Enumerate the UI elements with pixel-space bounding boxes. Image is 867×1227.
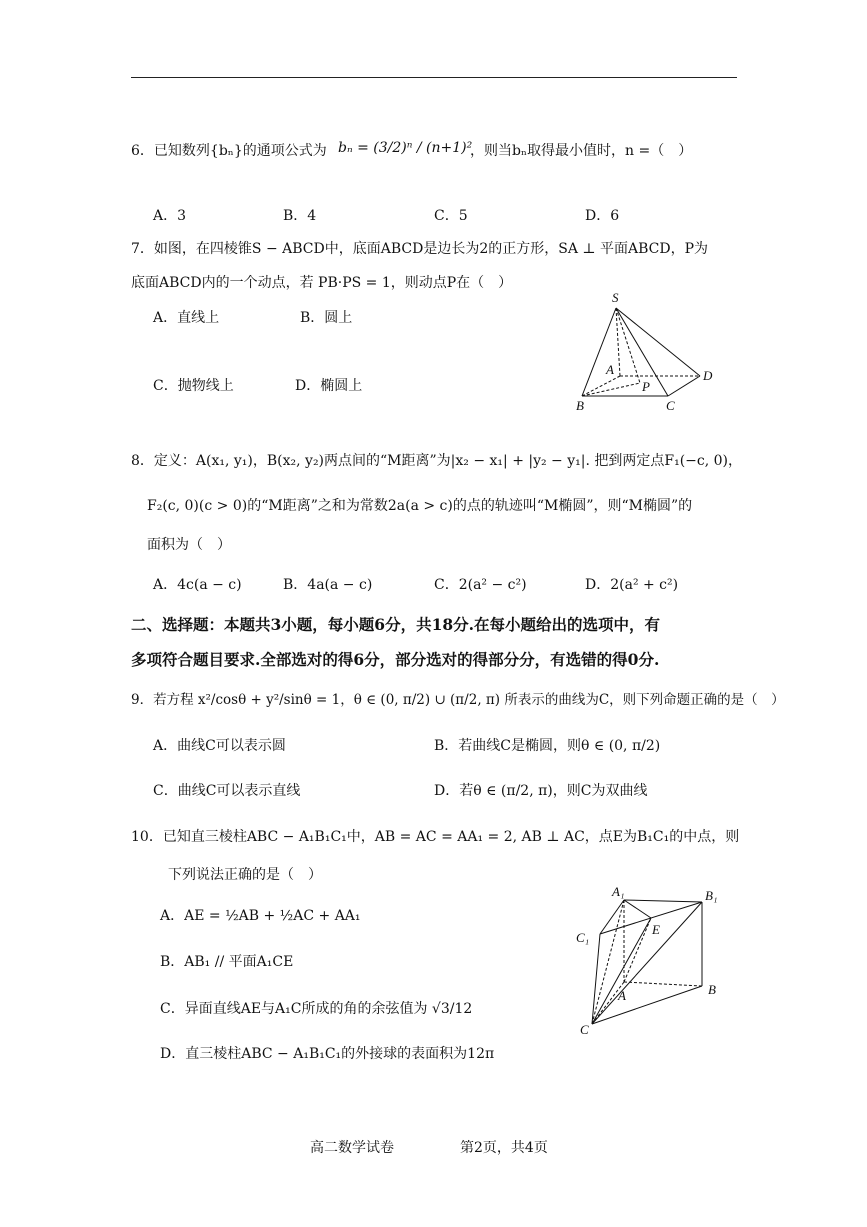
q7-label-c: C — [666, 398, 675, 413]
q8-option-c: C．2(a² − c²) — [434, 577, 527, 593]
q7-stem-line1: 7．如图，在四棱锥S − ABCD中，底面ABCD是边长为2的正方形，SA ⊥ 平面ABCD，P为 — [131, 241, 709, 257]
footer-page-number: 第2页，共4页 — [460, 1140, 548, 1156]
q8-option-d: D．2(a² + c²) — [585, 577, 679, 593]
q10-stem-line2: 下列说法正确的是（ ） — [168, 867, 322, 883]
footer-title: 高二数学试卷 — [310, 1140, 394, 1156]
q10-stem-line1: 10．已知直三棱柱ABC − A₁B₁C₁中，AB = AC = AA₁ = 2, AB ⊥ AC，点E为B₁C₁的中点，则 — [131, 829, 740, 845]
q8-option-b: B．4a(a − c) — [283, 577, 373, 593]
q8-line3: 面积为（ ） — [147, 537, 231, 553]
q6-option-a: A．3 — [153, 208, 187, 224]
header-rule — [131, 77, 737, 78]
q8-line1: 8．定义：A(x₁, y₁)，B(x₂, y₂)两点间的“M距离”为|x₂ − x₁| + |y₂ − y₁|. 把到两定点F₁(−c, 0)， — [131, 453, 743, 469]
q9-option-a: A．曲线C可以表示圆 — [153, 738, 286, 754]
q10-label-c1: C₁ — [576, 930, 590, 945]
section2-heading-line2: 多项符合题目要求.全部选对的得6分，部分选对的得部分分，有选错的得0分. — [131, 650, 660, 669]
q10-prism-figure — [572, 882, 732, 1042]
q7-option-b: B．圆上 — [300, 310, 353, 326]
q10-label-b1: B₁ — [705, 888, 718, 903]
q9-option-b: B．若曲线C是椭圆，则θ ∈ (0, π/2) — [434, 738, 661, 754]
q10-option-c: C．异面直线AE与A₁C所成的角的余弦值为 √3/12 — [160, 1001, 473, 1017]
q10-option-d: D．直三棱柱ABC − A₁B₁C₁的外接球的表面积为12π — [160, 1046, 495, 1062]
q7-pyramid-figure — [570, 288, 730, 416]
q8-option-a: A．4c(a − c) — [153, 577, 242, 593]
q7-label-p: P — [642, 379, 650, 394]
q6-stem-suffix: ，则当bₙ取得最小值时，n =（ ） — [470, 143, 693, 159]
q10-label-e: E — [652, 922, 660, 937]
q7-stem-line2: 底面ABCD内的一个动点，若 PB·PS = 1，则动点P在（ ） — [131, 275, 513, 291]
q6-option-b: B．4 — [283, 208, 317, 224]
q9-stem: 9．若方程 x²/cosθ + y²/sinθ = 1，θ ∈ (0, π/2) ∪ (π/2, π) 所表示的曲线为C，则下列命题正确的是（ ） — [131, 692, 785, 708]
q8-line2: F₂(c, 0)(c > 0)的“M距离”之和为常数2a(a > c)的点的轨迹叫“M椭圆”，则“M椭圆”的 — [147, 498, 693, 514]
q7-option-a: A．直线上 — [153, 310, 220, 326]
q7-label-s: S — [612, 290, 619, 305]
q10-label-c: C — [580, 1022, 589, 1037]
q10-option-a: A．AE = ½AB + ½AC + AA₁ — [160, 908, 361, 924]
q6-option-c: C．5 — [434, 208, 468, 224]
q7-label-a: A — [606, 362, 614, 377]
q6-option-d: D．6 — [585, 208, 620, 224]
q7-label-d: D — [703, 368, 713, 383]
q7-option-c: C．抛物线上 — [153, 378, 234, 394]
q10-label-b: B — [708, 982, 716, 997]
q10-option-b: B．AB₁ // 平面A₁CE — [160, 954, 294, 970]
q10-label-a: A — [618, 988, 626, 1003]
q7-label-b: B — [576, 398, 584, 413]
q6-stem-prefix: 6．已知数列{bₙ}的通项公式为 — [131, 143, 327, 159]
q6-formula: bₙ = (3/2)ⁿ / (n+1)² — [338, 140, 473, 156]
section2-heading-line1: 二、选择题：本题共3小题，每小题6分，共18分.在每小题给出的选项中，有 — [131, 615, 661, 634]
q9-option-c: C．曲线C可以表示直线 — [153, 783, 301, 799]
q10-label-a1: A₁ — [612, 884, 625, 899]
q7-option-d: D．椭圆上 — [295, 378, 363, 394]
q9-option-d: D．若θ ∈ (π/2, π)，则C为双曲线 — [434, 783, 648, 799]
